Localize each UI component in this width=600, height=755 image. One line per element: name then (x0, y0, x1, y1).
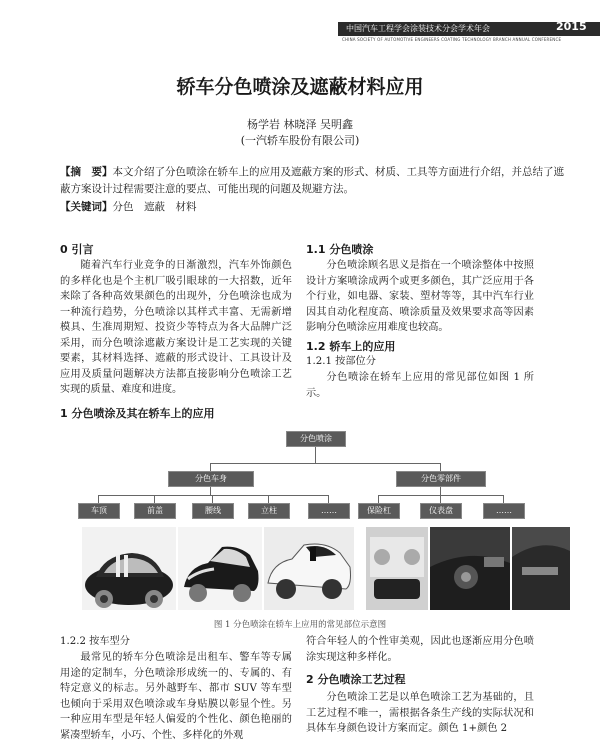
photo-interior (512, 527, 570, 610)
node-body: 分色车身 (168, 471, 254, 487)
section-0-title: 0 引言 (60, 243, 94, 256)
node-leaf: 车顶 (78, 503, 120, 519)
figure-caption: 图 1 分色喷涂在轿车上应用的常见部位示意图 (213, 620, 387, 630)
section-1-1-title: 1.1 分色喷涂 (306, 243, 374, 256)
connector (328, 495, 329, 503)
connector (378, 495, 379, 503)
node-parts: 分色零部件 (396, 471, 486, 487)
photo-hood-car (178, 527, 262, 610)
section-1-2-1-body: 分色喷涂在轿车上应用的常见部位如图 1 所示。 (306, 372, 534, 399)
authors: 杨学岩 林晓泽 吴明鑫 (247, 118, 353, 131)
section-1-2-1-title: 1.2.1 按部位分 (306, 356, 376, 367)
node-root: 分色喷涂 (286, 431, 346, 447)
node-leaf: 保险杠 (358, 503, 400, 519)
connector (98, 495, 99, 503)
node-leaf: …… (308, 503, 350, 519)
keywords-text: 分色 遮蔽 材料 (112, 201, 197, 213)
photo-bumper (366, 527, 428, 610)
connector (154, 495, 155, 503)
connector (315, 445, 316, 463)
node-leaf: …… (483, 503, 525, 519)
keywords-label: 【关键词】 (60, 201, 113, 213)
node-leaf: 立柱 (248, 503, 290, 519)
connector (98, 495, 328, 496)
conference-name: 中国汽车工程学会涂装技术分会学术年会 (346, 24, 490, 33)
paper-title: 轿车分色喷涂及遮蔽材料应用 (176, 76, 424, 98)
section-1-2-2-title: 1.2.2 按车型分 (60, 636, 130, 647)
abstract (60, 164, 572, 198)
affiliation: (一汽轿车股份有限公司) (240, 134, 360, 147)
node-leaf: 前盖 (134, 503, 176, 519)
figure-1 (60, 425, 570, 620)
connector (212, 495, 213, 503)
photo-dashboard (430, 527, 510, 610)
conference-subtitle: CHINA SOCIETY OF AUTOMOTIVE ENGINEERS COATING TECHNOLOGY BRANCH ANNUAL CONFERENCE (342, 37, 562, 42)
abstract-label: 【摘 要】 (60, 166, 113, 178)
section-1-title: 1 分色喷涂及其在轿车上的应用 (60, 407, 215, 420)
abstract-text: 本文介绍了分色喷涂在轿车上的应用及遮蔽方案的形式、材质、工具等方面进行介绍，并总结了遮蔽方案设计过程需要注意的要点、可能出现的问题及规避方法。 (60, 166, 564, 195)
connector (210, 463, 440, 464)
conference-year: 2015 (556, 20, 587, 33)
section-2-body: 分色喷涂工艺是以单色喷涂工艺为基础的，且工艺过程不唯一，需根据各条生产线的实际状况和具体车身颜色设计方案而定。颜色 1+颜色 2 (306, 692, 534, 734)
section-0-body: 随着汽车行业竞争的日渐激烈，汽车外饰颜色的多样化也是个主机厂吸引眼球的一大招数，近年来除了各种高效果颜色的出现外，分色喷涂也成为一种流行趋势，分色喷涂以其样式丰富、无需新增模具、生准周期短、投资少等特点为各大品牌广泛采用，而分色喷涂遮蔽方案设计是工艺实现的关键要素，其材料选择、遮蔽的形式设计、工具设计及应用及质量问题解决方法都直接影响分色喷涂工艺实现的质量、难度和进度。 (60, 260, 292, 395)
section-2-title: 2 分色喷涂工艺过程 (306, 673, 406, 686)
node-leaf: 腰线 (192, 503, 234, 519)
keywords (60, 199, 197, 214)
section-1-2-title: 1.2 轿车上的应用 (306, 340, 396, 353)
connector (440, 463, 441, 471)
section-1-1-body: 分色喷涂顾名思义是指在一个喷涂整体中按照设计方案喷涂成两个或更多颜色，其广泛应用于各个行业，如电器、家装、塑材等等，其中汽车行业因其自动化程度高、喷涂质量及效果要求高等因素影响分色喷涂应用难度也较高。 (306, 260, 534, 333)
connector (440, 495, 441, 503)
connector (503, 495, 504, 503)
connector (268, 495, 269, 503)
photo-roof-car (82, 527, 176, 610)
connector (210, 463, 211, 471)
node-leaf: 仪表盘 (420, 503, 462, 519)
section-1-2-2-body-cont: 符合年轻人的个性审美观，因此也逐渐应用分色喷涂实现这种多样化。 (306, 636, 534, 663)
photo-pillar-car (264, 527, 354, 610)
section-1-2-2-body: 最常见的轿车分色喷涂是出租车、警车等专属用途的定制车，分色喷涂形成统一的、专属的、有特定意义的标志。另外越野车、都市 SUV 等车型也倾向于采用双色喷涂或车身贴膜以彰显个性。另一种应用车型是年轻人偏爱的个性化、颜色艳丽的紧凑型轿车，小巧、个性、多样化的外观 (60, 652, 292, 741)
